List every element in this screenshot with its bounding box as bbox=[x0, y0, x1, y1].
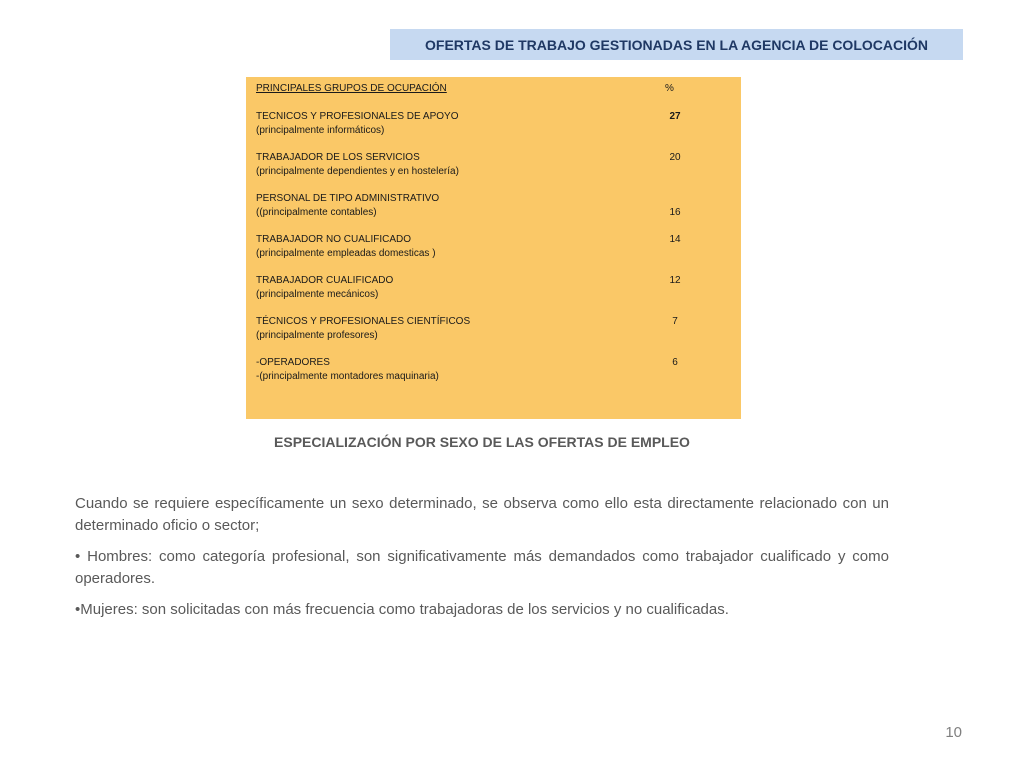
row-pct: 6 bbox=[672, 357, 678, 368]
row-pct: 14 bbox=[669, 234, 681, 245]
row-occupation: TECNICOS Y PROFESIONALES DE APOYO bbox=[256, 111, 459, 122]
row-detail: (principalmente dependientes y en hostelería) bbox=[256, 165, 459, 177]
table-row bbox=[256, 315, 731, 342]
row-detail: (principalmente profesores) bbox=[256, 329, 378, 341]
row-detail: (principalmente empleadas domesticas ) bbox=[256, 247, 436, 259]
section-subtitle-wrap bbox=[0, 434, 964, 450]
row-pct: 16 bbox=[669, 206, 681, 218]
row-occupation: TRABAJADOR NO CUALIFICADO bbox=[256, 234, 412, 245]
header-group-label: PRINCIPALES GRUPOS DE OCUPACIÓN bbox=[256, 83, 447, 94]
slide-title: OFERTAS DE TRABAJO GESTIONADAS EN LA AGENCIA DE COLOCACIÓN bbox=[425, 36, 928, 53]
row-occupation: PERSONAL DE TIPO ADMINISTRATIVO bbox=[256, 193, 440, 204]
row-detail: (principalmente informáticos) bbox=[256, 124, 385, 136]
table-row bbox=[256, 233, 731, 260]
table-row bbox=[256, 110, 731, 137]
paragraph-men: • Hombres: como categoría profesional, son significativamente más demandados como trabajador cualificado y como operadores. bbox=[75, 548, 889, 587]
table-row bbox=[256, 192, 731, 219]
row-occupation: TRABAJADOR DE LOS SERVICIOS bbox=[256, 152, 420, 163]
table-header bbox=[256, 83, 731, 94]
section-subtitle: ESPECIALIZACIÓN POR SEXO DE LAS OFERTAS DE EMPLEO bbox=[274, 434, 690, 450]
row-pct: 27 bbox=[669, 111, 681, 122]
paragraph-intro: Cuando se requiere específicamente un sexo determinado, se observa como ello esta directamente relacionado con un determinado oficio o sector; bbox=[75, 495, 889, 534]
row-occupation: -OPERADORES bbox=[256, 357, 330, 368]
slide-title-banner bbox=[390, 29, 963, 60]
page-number: 10 bbox=[945, 724, 962, 741]
header-pct-label: % bbox=[665, 83, 674, 94]
table-row bbox=[256, 356, 731, 383]
table-row bbox=[256, 274, 731, 301]
body-text bbox=[75, 493, 889, 630]
row-detail: -(principalmente montadores maquinaria) bbox=[256, 370, 439, 382]
row-pct: 7 bbox=[672, 316, 678, 327]
occupation-table bbox=[246, 77, 741, 419]
row-detail: (principalmente mecánicos) bbox=[256, 288, 379, 300]
paragraph-women: •Mujeres: son solicitadas con más frecuencia como trabajadoras de los servicios y no cualificadas. bbox=[75, 601, 729, 618]
row-occupation: TÉCNICOS Y PROFESIONALES CIENTÍFICOS bbox=[256, 316, 471, 327]
row-pct: 20 bbox=[669, 152, 681, 163]
table-row bbox=[256, 151, 731, 178]
row-detail: ((principalmente contables) bbox=[256, 206, 377, 218]
row-pct: 12 bbox=[669, 275, 681, 286]
row-occupation: TRABAJADOR CUALIFICADO bbox=[256, 275, 394, 286]
